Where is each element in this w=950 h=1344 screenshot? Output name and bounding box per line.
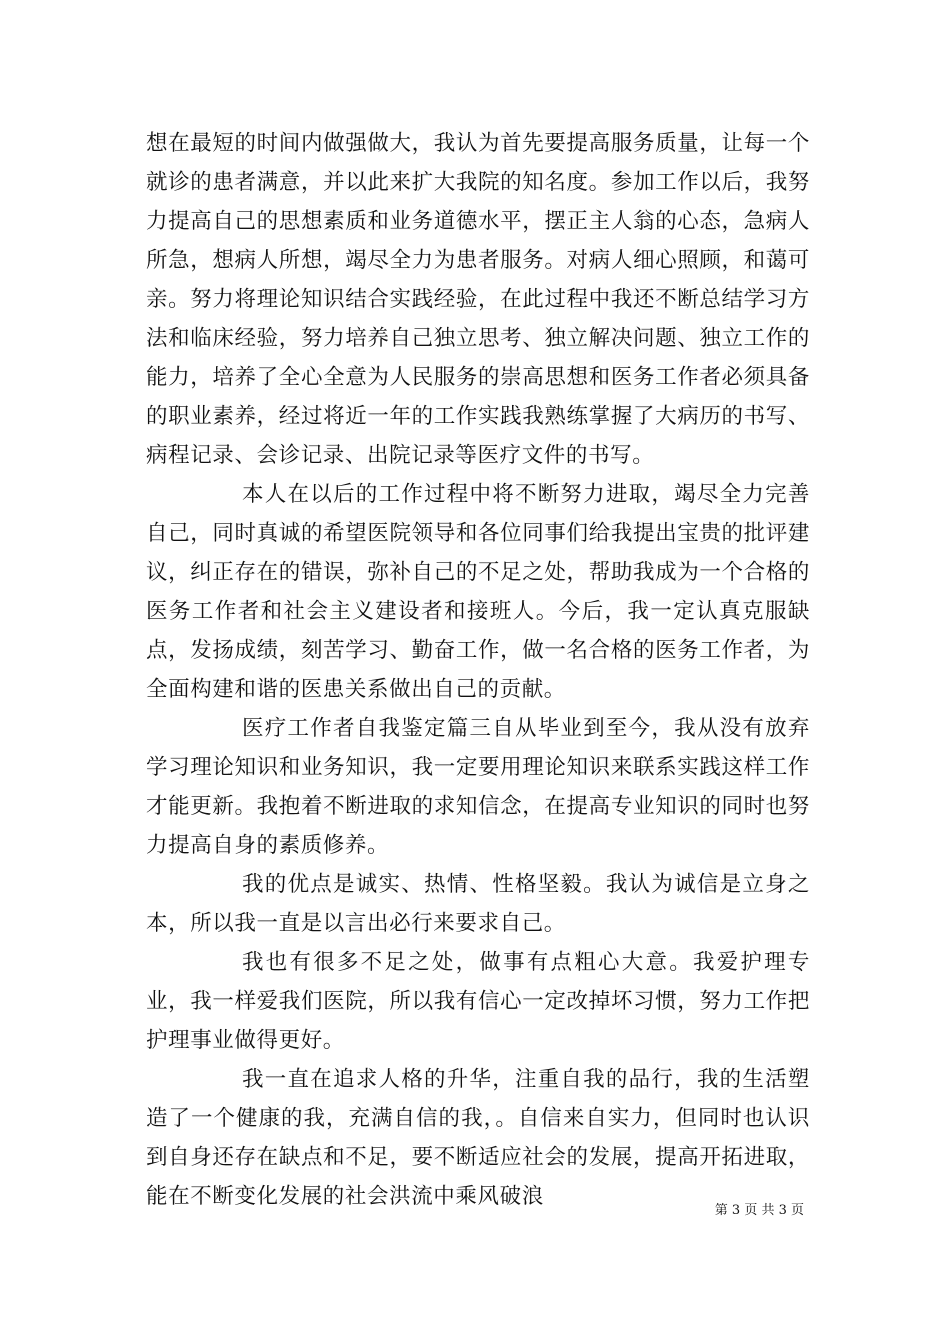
paragraph-2: 本人在以后的工作过程中将不断努力进取，竭尽全力完善自己，同时真诚的希望医院领导和各位同事们给我提出宝贵的批评建议，纠正存在的错误，弥补自己的不足之处，帮助我成为一个合格的医务工作者和社会主义建设者和接班人。今后，我一定认真克服缺点，发扬成绩，刻苦学习、勤奋工作，做一名合格的医务工作者，为全面构建和谐的医患关系做出自己的贡献。 [146,482,810,702]
document-body [146,124,810,1216]
page-number-footer: 第 3 页 共 3 页 [714,1203,804,1218]
paragraph-3: 医疗工作者自我鉴定篇三自从毕业到至今，我从没有放弃学习理论知识和业务知识，我一定要用理论知识来联系实践这样工作才能更新。我抱着不断进取的求知信念，在提高专业知识的同时也努力提高自身的素质修养。 [146,716,810,858]
paragraph-5: 我也有很多不足之处，做事有点粗心大意。我爱护理专业，我一样爱我们医院，所以我有信心一定改掉坏习惯，努力工作把护理事业做得更好。 [146,950,810,1053]
paragraph-4: 我的优点是诚实、热情、性格坚毅。我认为诚信是立身之本，所以我一直是以言出必行来要求自己。 [146,872,810,936]
paragraph-1: 想在最短的时间内做强做大，我认为首先要提高服务质量，让每一个就诊的患者满意，并以此来扩大我院的知名度。参加工作以后，我努力提高自己的思想素质和业务道德水平，摆正主人翁的心态，急病人所急，想病人所想，竭尽全力为患者服务。对病人细心照顾，和蔼可亲。努力将理论知识结合实践经验，在此过程中我还不断总结学习方法和临床经验，努力培养自己独立思考、独立解决问题、独立工作的能力，培养了全心全意为人民服务的崇高思想和医务工作者必须具备的职业素养，经过将近一年的工作实践我熟练掌握了大病历的书写、病程记录、会诊记录、出院记录等医疗文件的书写。 [146,131,810,468]
paragraph-6: 我一直在追求人格的升华，注重自我的品行，我的生活塑造了一个健康的我，充满自信的我，。自信来自实力，但同时也认识到自身还存在缺点和不足，要不断适应社会的发展，提高开拓进取，能在不断变化发展的社会洪流中乘风破浪 [146,1067,810,1209]
